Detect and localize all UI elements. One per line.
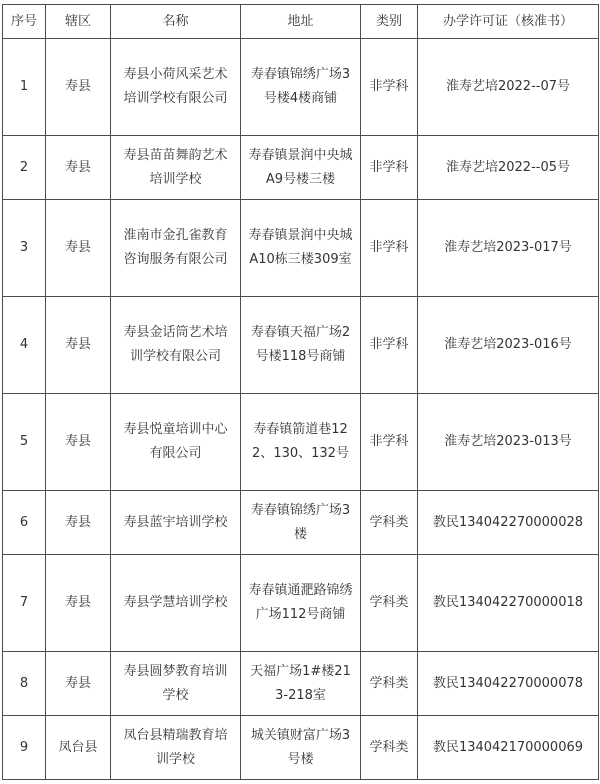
cell-name-text: 寿县学慧培训学校	[123, 595, 228, 610]
cell-category: 学科类	[361, 716, 418, 780]
cell-address	[241, 297, 361, 394]
cell-license-text: 教民134042270000018	[432, 595, 584, 610]
header-address: 地址	[241, 5, 361, 39]
cell-address	[241, 394, 361, 491]
cell-name-text: 寿县悦童培训中心有限公司	[123, 422, 228, 461]
cell-address	[241, 136, 361, 200]
cell-name	[111, 491, 241, 555]
cell-category: 学科类	[361, 555, 418, 652]
table-row	[3, 716, 599, 780]
cell-license	[418, 297, 599, 394]
table-row	[3, 652, 599, 716]
cell-address	[241, 652, 361, 716]
cell-district: 寿县	[46, 394, 111, 491]
header-no: 序号	[3, 5, 46, 39]
cell-address-text: 城关镇财富广场3号楼	[250, 727, 351, 767]
cell-name-text: 凤台县精瑞教育培训学校	[123, 727, 228, 767]
cell-name	[111, 39, 241, 136]
cell-address-text: 寿春镇箭道巷122、130、132号	[252, 422, 349, 461]
cell-address	[241, 716, 361, 780]
cell-license-text: 淮寿艺培2022--05号	[445, 159, 570, 175]
header-name: 名称	[111, 5, 241, 39]
cell-license	[418, 200, 599, 297]
cell-district: 寿县	[46, 491, 111, 555]
cell-address	[241, 200, 361, 297]
cell-license-text: 淮寿艺培2023-013号	[444, 434, 572, 449]
cell-address-text: 寿春镇天福广场2号楼118号商铺	[250, 325, 351, 364]
header-license: 办学许可证（核准书）	[418, 5, 599, 39]
cell-address	[241, 491, 361, 555]
cell-license	[418, 136, 599, 200]
cell-name-text: 寿县小荷风采艺术培训学校有限公司	[123, 67, 228, 106]
cell-license-text: 淮寿艺培2023-016号	[444, 337, 572, 352]
cell-license	[418, 394, 599, 491]
cell-category: 非学科	[361, 136, 418, 200]
cell-category: 非学科	[361, 394, 418, 491]
cell-license	[418, 491, 599, 555]
cell-name	[111, 394, 241, 491]
school-list-table	[2, 4, 599, 780]
cell-district: 寿县	[46, 297, 111, 394]
cell-district: 寿县	[46, 136, 111, 200]
cell-address-text: 寿春镇通淝路锦绣广场112号商铺	[248, 583, 353, 622]
header-category: 类别	[361, 5, 418, 39]
cell-name	[111, 555, 241, 652]
table-row	[3, 39, 599, 136]
cell-address-text: 寿春镇锦绣广场3楼	[250, 502, 351, 542]
cell-address	[241, 555, 361, 652]
cell-district: 寿县	[46, 39, 111, 136]
cell-name	[111, 716, 241, 780]
cell-name	[111, 297, 241, 394]
cell-license-text: 淮寿艺培2023-017号	[444, 240, 572, 255]
cell-district: 寿县	[46, 200, 111, 297]
table-row	[3, 394, 599, 491]
cell-category: 非学科	[361, 297, 418, 394]
table-row	[3, 491, 599, 555]
cell-name-text: 寿县圆梦教育培训学校	[123, 663, 228, 703]
cell-category: 非学科	[361, 200, 418, 297]
cell-category: 学科类	[361, 491, 418, 555]
cell-no: 8	[3, 652, 46, 716]
cell-no: 3	[3, 200, 46, 297]
cell-license	[418, 652, 599, 716]
cell-no: 2	[3, 136, 46, 200]
cell-no: 6	[3, 491, 46, 555]
table-row	[3, 200, 599, 297]
cell-license	[418, 39, 599, 136]
header-row	[3, 5, 599, 39]
header-district: 辖区	[46, 5, 111, 39]
cell-name	[111, 200, 241, 297]
table-row	[3, 136, 599, 200]
cell-license-text: 淮寿艺培2022--07号	[445, 79, 570, 94]
cell-license	[418, 716, 599, 780]
cell-name-text: 淮南市金孔雀教育咨询服务有限公司	[123, 228, 228, 267]
cell-address-text: 寿春镇锦绣广场3号楼4楼商铺	[250, 67, 351, 106]
cell-license-text: 教民134042270000078	[432, 675, 584, 691]
cell-name	[111, 136, 241, 200]
cell-license-text: 教民134042170000069	[432, 739, 584, 755]
cell-address	[241, 39, 361, 136]
cell-name-text: 寿县蓝宇培训学校	[123, 514, 228, 530]
cell-address-text: 天福广场1#楼213-218室	[250, 663, 351, 703]
table-row	[3, 555, 599, 652]
cell-district: 寿县	[46, 555, 111, 652]
cell-no: 9	[3, 716, 46, 780]
cell-no: 5	[3, 394, 46, 491]
cell-address-text: 寿春镇景润中央城A9号楼三楼	[248, 147, 353, 187]
cell-category: 非学科	[361, 39, 418, 136]
table-row	[3, 297, 599, 394]
cell-district: 寿县	[46, 652, 111, 716]
cell-no: 4	[3, 297, 46, 394]
cell-name-text: 寿县苗苗舞韵艺术培训学校	[123, 147, 228, 187]
cell-no: 7	[3, 555, 46, 652]
cell-name	[111, 652, 241, 716]
cell-license	[418, 555, 599, 652]
cell-district: 凤台县	[46, 716, 111, 780]
cell-no: 1	[3, 39, 46, 136]
cell-name-text: 寿县金话筒艺术培训学校有限公司	[123, 325, 228, 364]
cell-address-text: 寿春镇景润中央城A10栋三楼309室	[248, 228, 353, 267]
cell-category: 学科类	[361, 652, 418, 716]
cell-license-text: 教民134042270000028	[432, 514, 584, 530]
